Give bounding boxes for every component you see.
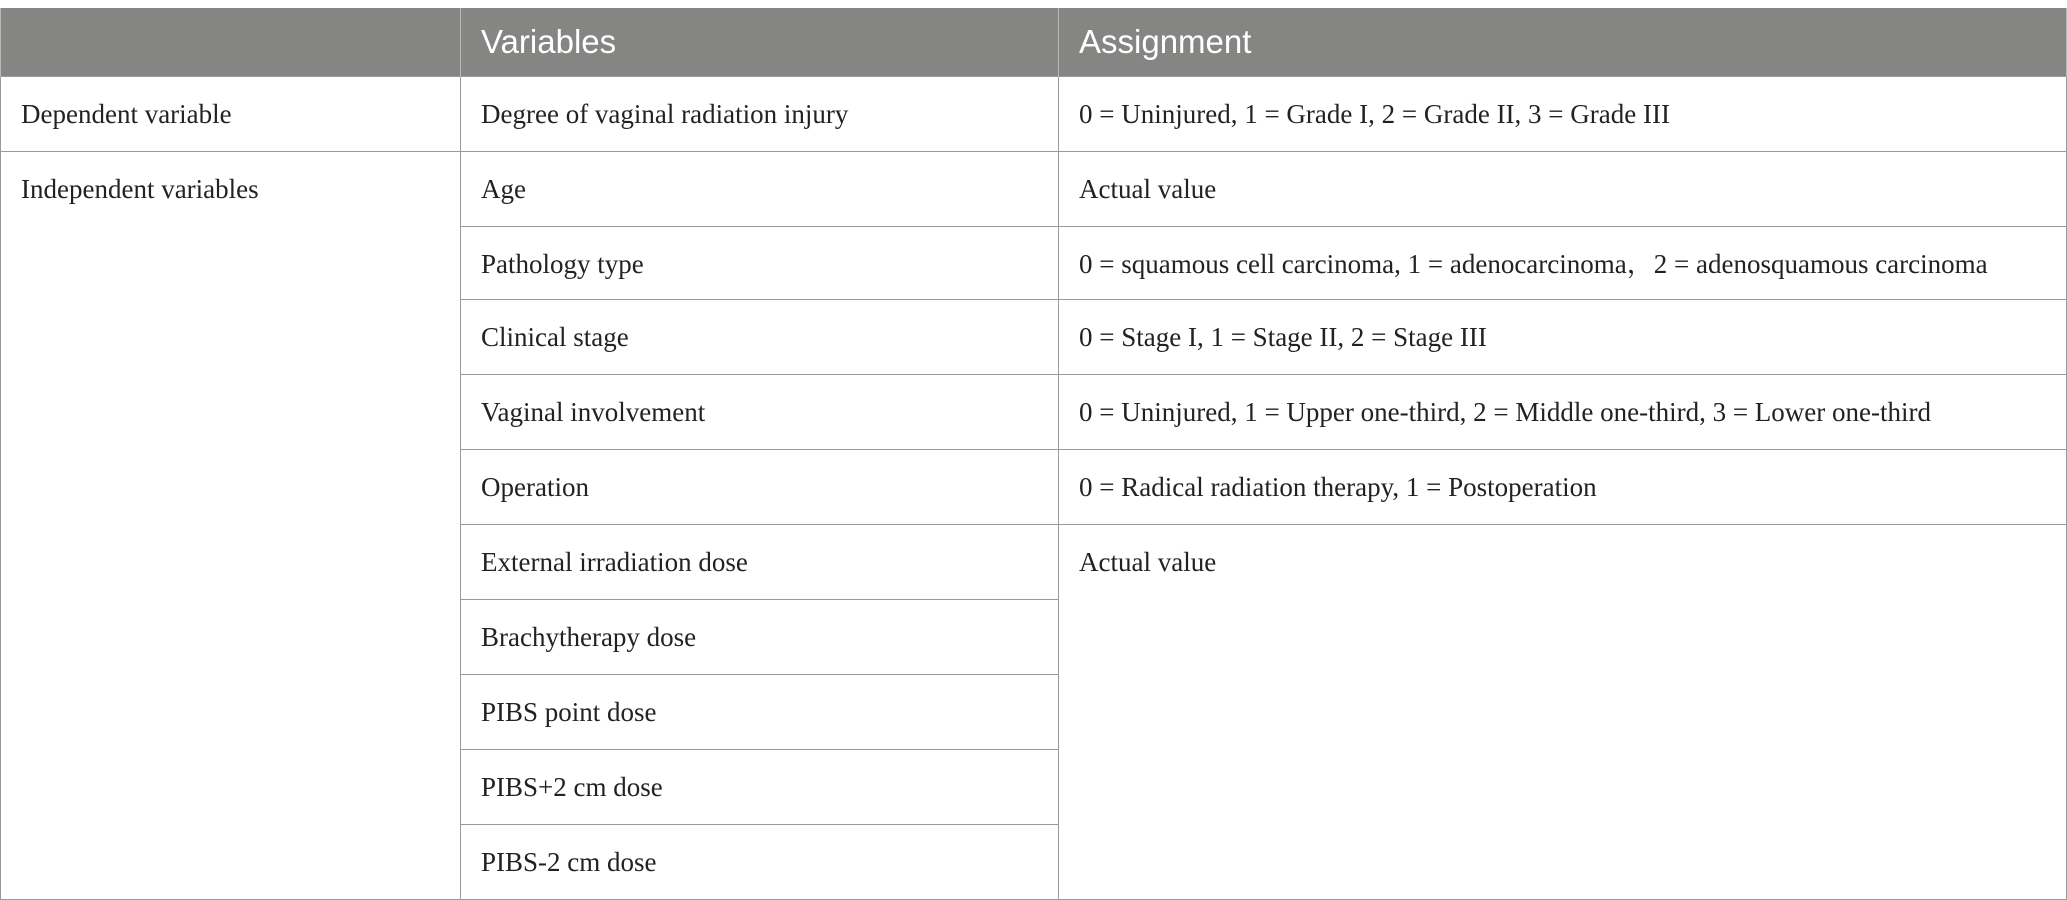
assignment-cell: 0 = Stage I, 1 = Stage II, 2 = Stage III [1059,300,2067,375]
group-cell-dependent: Dependent variable [1,77,461,152]
table-container [0,8,2066,900]
variable-cell: Vaginal involvement [461,375,1059,450]
table-body [1,77,2067,900]
header-cell-assignment: Assignment [1059,8,2067,77]
variable-cell: Pathology type [461,227,1059,300]
assignment-cell: Actual value [1059,152,2067,227]
assignment-cell: 0 = Uninjured, 1 = Upper one-third, 2 = Middle one-third, 3 = Lower one-third [1059,375,2067,450]
table-row [1,77,2067,152]
variable-cell: PIBS point dose [461,675,1059,750]
variable-cell: Brachytherapy dose [461,600,1059,675]
variable-cell: Clinical stage [461,300,1059,375]
assignment-cell: 0 = Radical radiation therapy, 1 = Postoperation [1059,450,2067,525]
group-cell-independent: Independent variables [1,152,461,900]
variable-cell: Degree of vaginal radiation injury [461,77,1059,152]
variable-cell: External irradiation dose [461,525,1059,600]
header-cell-blank [1,8,461,77]
variable-cell: Age [461,152,1059,227]
variable-cell: Operation [461,450,1059,525]
header-row [1,8,2067,77]
assignment-cell: 0 = Uninjured, 1 = Grade I, 2 = Grade II, 3 = Grade III [1059,77,2067,152]
assignment-cell-merged: Actual value [1059,525,2067,900]
assignment-cell: 0 = squamous cell carcinoma, 1 = adenocarcinoma，2 = adenosquamous carcinoma [1059,227,2067,300]
variable-assignment-table [0,8,2067,900]
table-header [1,8,2067,77]
variable-cell: PIBS+2 cm dose [461,750,1059,825]
variable-cell: PIBS-2 cm dose [461,825,1059,900]
table-row [1,152,2067,227]
header-cell-variables: Variables [461,8,1059,77]
